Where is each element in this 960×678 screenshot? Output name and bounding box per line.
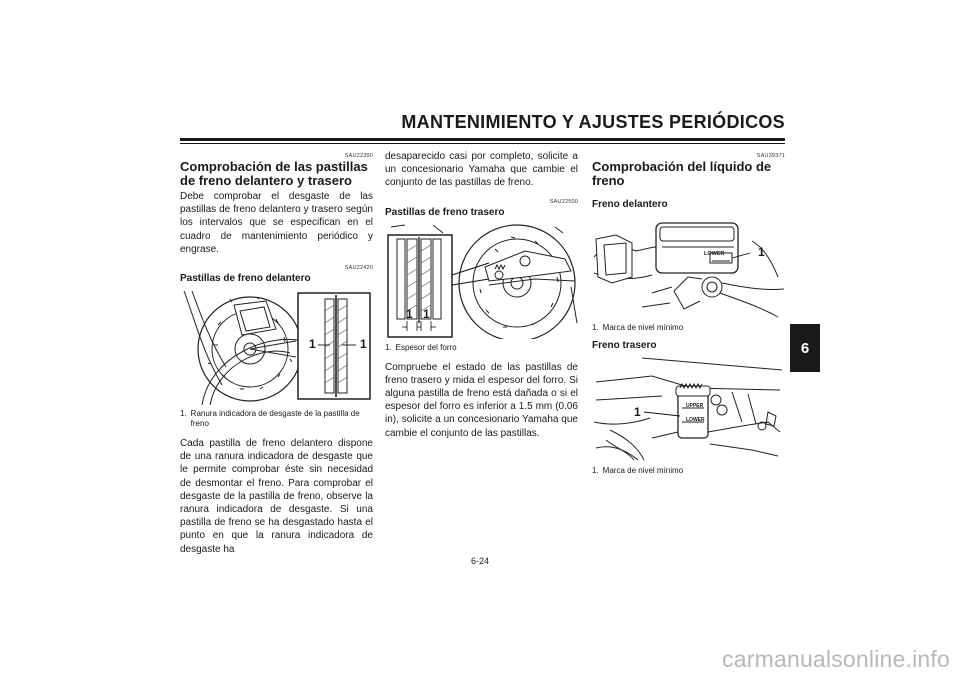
- subheading-front-pads: Pastillas de freno delantero: [180, 273, 311, 285]
- header-rule-thin: [180, 143, 785, 144]
- figure-caption: [592, 466, 785, 476]
- subheading-rear-pads: Pastillas de freno trasero: [385, 206, 505, 218]
- page-number: 6-24: [470, 556, 489, 566]
- figure-callout-1: 1: [758, 245, 765, 259]
- figure-callout-1: 1: [423, 306, 430, 321]
- section-code: SAU22420: [344, 265, 373, 272]
- section-code: SAU22390: [344, 153, 373, 159]
- chapter-tab: 6: [790, 324, 820, 372]
- header-rule-thick: [180, 138, 785, 141]
- body-paragraph: Compruebe el estado de las pastillas de freno trasero y mida el espesor del forro. Si alguna pastilla de freno está dañada o si el espesor del forro es inferior a 1.5 mm (0.06 in), solicite a un concesionario Yamaha que cambie el conjunto de las pastillas.: [385, 361, 578, 439]
- subheading-front-brake: Freno delantero: [592, 199, 668, 210]
- column-1: [180, 150, 373, 556]
- body-paragraph-continued: desaparecido casi por completo, solicite a un concesionario Yamaha que cambie el conjunto de las pastillas de freno.: [385, 151, 578, 189]
- section-heading-brake-pads: Comprobación de las pastillas de freno delantero y trasero: [180, 159, 368, 188]
- front-reservoir-illustration: [592, 217, 785, 319]
- rear-brake-illustration: [385, 223, 578, 339]
- column-2: [385, 150, 578, 440]
- front-brake-pad-figure: [180, 289, 373, 405]
- lower-mark-label: LOWER: [686, 417, 705, 423]
- section-code: SAU22500: [549, 198, 578, 205]
- page-header: [180, 112, 785, 152]
- caption-text: Ranura indicadora de desgaste de la pastilla de freno: [190, 409, 360, 429]
- figure-callout-1: 1: [634, 405, 641, 419]
- caption-number: 1.: [180, 409, 187, 419]
- body-paragraph: Cada pastilla de freno delantero dispone de una ranura indicadora de desgaste que le permite comprobar éste sin necesidad de desmontar el freno. Para comprobar el desgaste de la pastilla de freno, observe la ranura indicadora de desgaste. Si una pastilla de freno se ha desgastado hasta el punto en que la ranura indicadora de desgaste ha: [180, 438, 373, 555]
- front-reservoir-figure: [592, 217, 785, 319]
- front-brake-illustration: [180, 289, 373, 405]
- upper-mark-label: UPPER: [686, 403, 704, 409]
- section-code: SAU39371: [756, 153, 785, 159]
- section-heading-brake-fluid: Comprobación del líquido de freno: [592, 159, 772, 188]
- figure-caption: [385, 343, 578, 353]
- intro-paragraph: Debe comprobar el desgaste de las pastillas de freno delantero y trasero según los intervalos que se especifican en el cuadro de mantenimiento periódico y engrase.: [180, 191, 373, 255]
- rear-reservoir-figure: [592, 352, 785, 462]
- watermark: carmanualsonline.info: [722, 646, 950, 672]
- caption-number: 1.: [592, 466, 599, 475]
- rear-brake-pad-figure: [385, 223, 578, 339]
- figure-callout-1: 1: [360, 337, 367, 352]
- page-title: MANTENIMIENTO Y AJUSTES PERIÓDICOS: [401, 112, 785, 132]
- caption-text: Marca de nivel mínimo: [602, 323, 684, 332]
- caption-number: 1.: [385, 342, 392, 352]
- lower-mark-label: LOWER: [704, 251, 725, 257]
- figure-callout-1: 1: [309, 337, 316, 352]
- caption-text: Marca de nivel mínimo: [602, 466, 684, 475]
- figure-callout-1: 1: [406, 306, 413, 321]
- figure-caption: [180, 409, 373, 429]
- caption-text: Espesor del forro: [395, 342, 457, 352]
- column-3: [592, 150, 785, 476]
- caption-number: 1.: [592, 323, 599, 332]
- figure-caption: [592, 323, 785, 333]
- subheading-rear-brake: Freno trasero: [592, 340, 657, 351]
